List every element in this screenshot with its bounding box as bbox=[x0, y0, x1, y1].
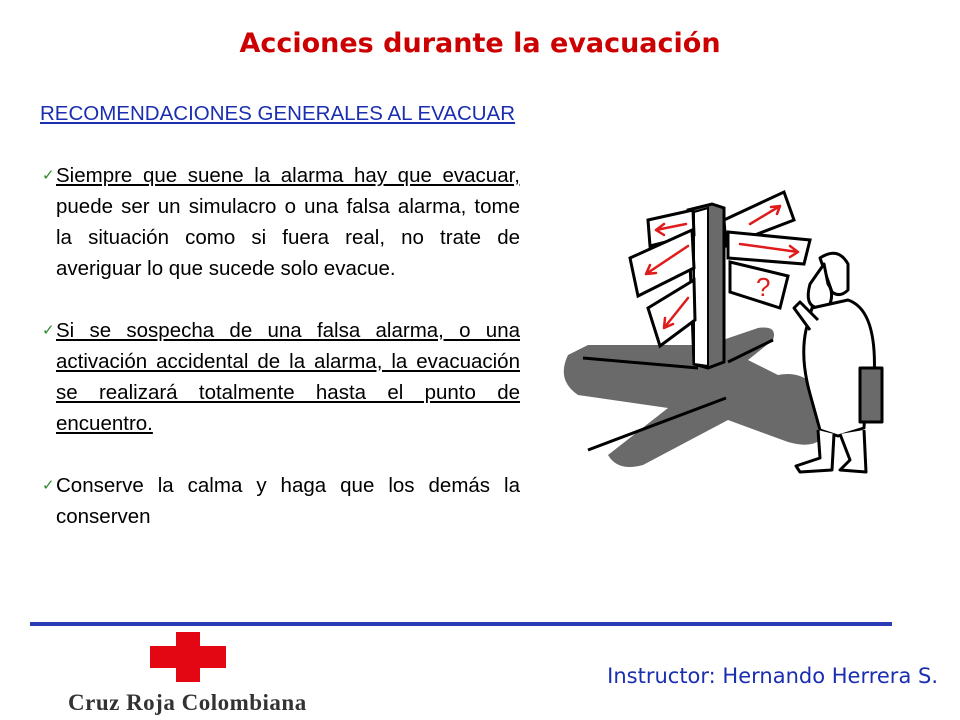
question-mark: ? bbox=[756, 272, 771, 302]
bullet-text: Conserve la calma y haga que los demás la conserven bbox=[56, 474, 520, 528]
bullet-item bbox=[40, 160, 520, 284]
checkmark-icon: ✓ bbox=[42, 322, 55, 339]
organization-name: Cruz Roja Colombiana bbox=[68, 690, 307, 715]
sign-board bbox=[648, 280, 695, 346]
divider-line bbox=[30, 622, 892, 626]
slide-title: Acciones durante la evacuación bbox=[239, 28, 721, 59]
instructor-credit: Instructor: Hernando Herrera S. bbox=[607, 664, 938, 688]
bullet-underlined-text: Siempre que suene la alarma hay que evacuar, bbox=[56, 164, 520, 187]
checkmark-icon: ✓ bbox=[42, 477, 55, 494]
bullet-underlined-text: Si se sospecha de una falsa alarma, o una activación accidental de la alarma, la evacuación se realizará totalmente hasta el punto de encuentro. bbox=[56, 319, 520, 435]
recommendations-text bbox=[40, 98, 520, 563]
red-cross-logo-icon bbox=[150, 632, 226, 682]
bullet-item bbox=[40, 315, 520, 439]
bullet-text: puede ser un simulacro o una falsa alarma, tome la situación como si fuera real, no trate de averiguar lo que sucede solo evacue. bbox=[56, 195, 520, 280]
signpost-illustration bbox=[548, 180, 900, 480]
bullet-item bbox=[40, 470, 520, 532]
checkmark-icon: ✓ bbox=[42, 167, 55, 184]
signpost-pole-face bbox=[694, 208, 708, 366]
recommendations-heading: RECOMENDACIONES GENERALES AL EVACUAR bbox=[40, 102, 516, 125]
